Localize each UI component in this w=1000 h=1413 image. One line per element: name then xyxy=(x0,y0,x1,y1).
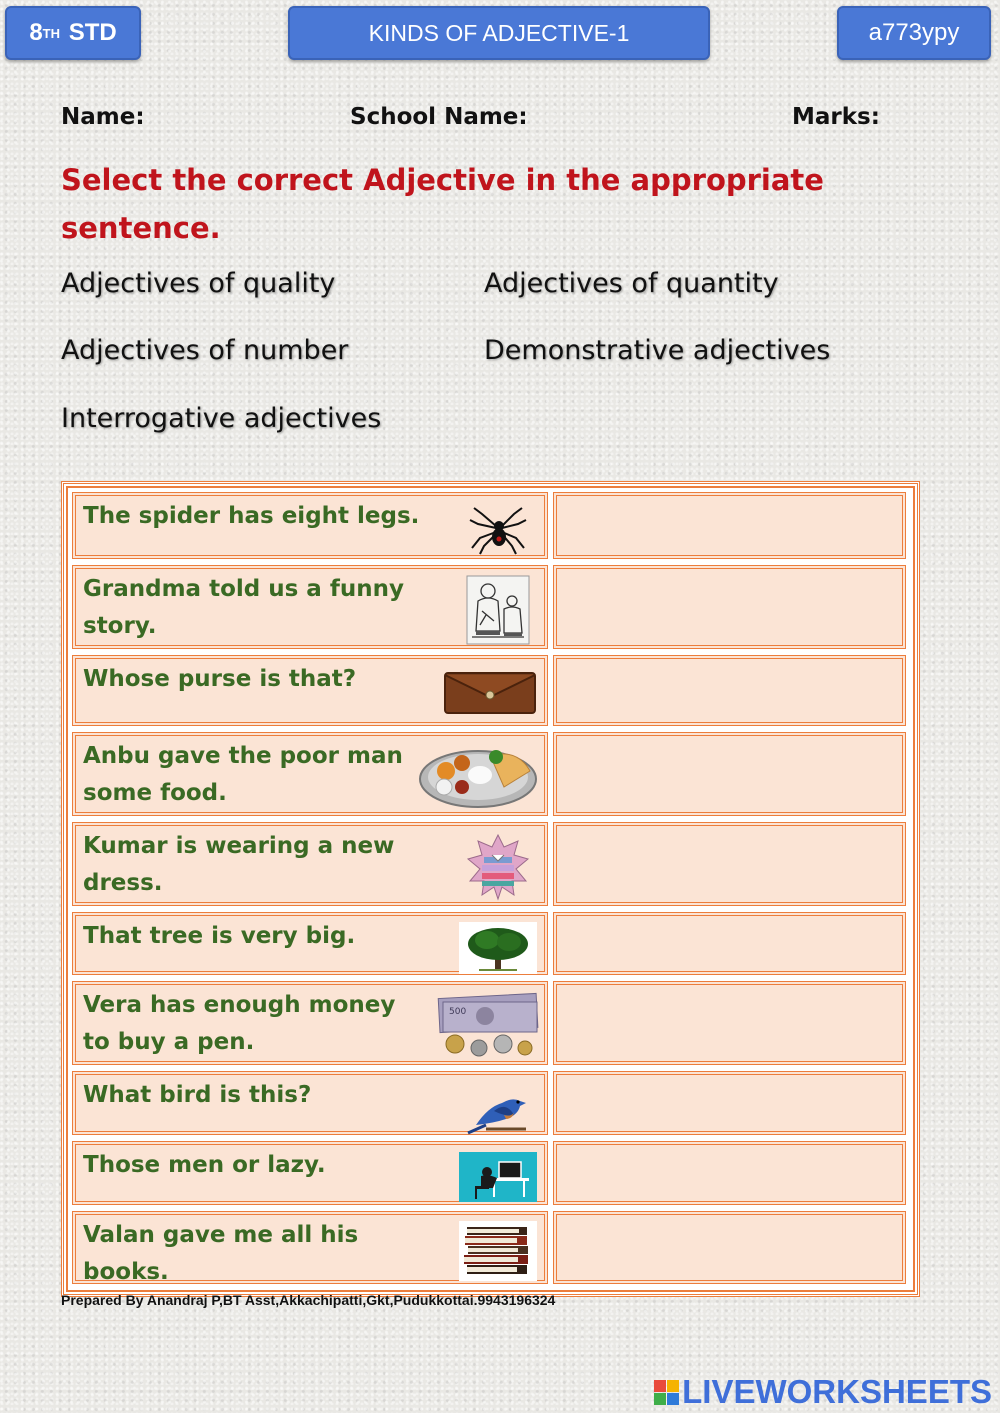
grade-badge xyxy=(5,6,141,60)
brand-text: LIVEWORKSHEETS xyxy=(682,1373,992,1410)
sentence-cell xyxy=(72,732,548,816)
sentence-text: Grandma told us a funny story. xyxy=(83,576,404,639)
choice-interrogative: Interrogative adjectives xyxy=(61,403,382,434)
choice-demonstrative: Demonstrative adjectives xyxy=(484,335,831,366)
instruction-text: Select the correct Adjective in the appropriate sentence. xyxy=(61,163,824,245)
school-name-label: School Name: xyxy=(350,104,528,130)
sentence-cell xyxy=(72,1071,548,1135)
worksheet-title-text: KINDS OF ADJECTIVE-1 xyxy=(368,19,630,46)
spider-icon xyxy=(458,502,538,558)
sentence-cell xyxy=(72,1141,548,1205)
tree-icon xyxy=(458,922,538,974)
answer-dropzone[interactable] xyxy=(553,1211,906,1284)
answer-dropzone[interactable] xyxy=(553,912,906,975)
author-credit: Prepared By Anandraj P,BT Asst,Akkachipatti,Gkt,Pudukkottai.9943196324 xyxy=(61,1292,556,1308)
marks-label: Marks: xyxy=(792,104,880,130)
food-plate-icon xyxy=(418,742,538,810)
money-icon xyxy=(434,991,542,1059)
sentence-text: Vera has enough money to buy a pen. xyxy=(83,992,396,1055)
sentence-cell xyxy=(72,1211,548,1284)
worksheet-code-text: a773ypy xyxy=(868,19,960,46)
liveworksheets-brand[interactable] xyxy=(654,1373,992,1411)
grade-suffix-sup: TH xyxy=(42,25,61,41)
answer-dropzone[interactable] xyxy=(553,565,906,649)
sentence-cell xyxy=(72,655,548,726)
sentence-cell xyxy=(72,822,548,906)
answer-dropzone[interactable] xyxy=(553,492,906,559)
sentence-text: What bird is this? xyxy=(83,1082,312,1108)
choice-quantity: Adjectives of quantity xyxy=(484,268,779,299)
sentence-text: Valan gave me all his books. xyxy=(83,1222,359,1285)
sentence-cell xyxy=(72,492,548,559)
sentence-text: Kumar is wearing a new dress. xyxy=(83,833,395,896)
choice-quality: Adjectives of quality xyxy=(61,268,336,299)
answer-dropzone[interactable] xyxy=(553,1141,906,1205)
grade-number: 8 xyxy=(29,19,43,46)
sentence-text: That tree is very big. xyxy=(83,923,356,949)
sentence-text: Anbu gave the poor man some food. xyxy=(83,743,403,806)
bird-icon xyxy=(458,1081,538,1135)
sentence-cell xyxy=(72,912,548,975)
liveworksheets-logo-icon xyxy=(654,1380,679,1405)
answer-dropzone[interactable] xyxy=(553,981,906,1065)
books-icon xyxy=(458,1221,538,1281)
grandma-story-icon xyxy=(458,575,538,645)
worksheet-code xyxy=(837,6,991,60)
worksheet-table xyxy=(61,481,920,1297)
name-label: Name: xyxy=(61,104,145,130)
svg-text:500: 500 xyxy=(449,1007,467,1017)
sentence-cell xyxy=(72,565,548,649)
sentence-text: Those men or lazy. xyxy=(83,1152,326,1178)
lazy-man-icon xyxy=(458,1151,538,1203)
grade-suffix: STD xyxy=(68,19,117,46)
answer-dropzone[interactable] xyxy=(553,655,906,726)
choice-number: Adjectives of number xyxy=(61,335,349,366)
worksheet-title xyxy=(288,6,710,60)
sentence-text: Whose purse is that? xyxy=(83,666,357,692)
answer-dropzone[interactable] xyxy=(553,822,906,906)
answer-dropzone[interactable] xyxy=(553,1071,906,1135)
new-dress-icon xyxy=(458,832,538,902)
purse-icon xyxy=(442,665,538,721)
sentence-cell xyxy=(72,981,548,1065)
answer-dropzone[interactable] xyxy=(553,732,906,816)
sentence-text: The spider has eight legs. xyxy=(83,503,420,529)
